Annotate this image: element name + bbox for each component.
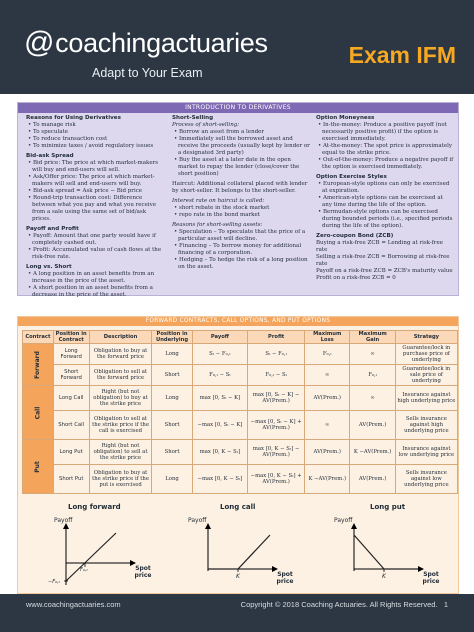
- table-cell: −max [0, Sₜ − K] + AV(Prem.): [248, 411, 305, 440]
- table-cell: ∞: [350, 344, 395, 365]
- list-item: • Bid-ask spread = Ask price − Bid price: [28, 188, 143, 194]
- table-cell: Right (but not obligation) to sell at the strike price: [89, 440, 152, 465]
- group-label: Put: [23, 440, 54, 494]
- table-cell: Insurance against high underlying price: [395, 386, 457, 411]
- payoff-heading: Payoff and Profit: [26, 226, 79, 232]
- col-header: Maximum Loss: [305, 331, 350, 344]
- reasons-short-label: Reasons for short-selling assets:: [172, 222, 263, 228]
- table-cell: Sₜ − F₀,ₜ: [192, 344, 248, 365]
- chart-title: Long call: [220, 503, 256, 511]
- table-cell: Long: [152, 465, 192, 494]
- table-cell: Short: [152, 411, 192, 440]
- process-label: Process of short-selling:: [172, 122, 240, 128]
- list-item: • To manage risk: [28, 122, 76, 128]
- table-cell: Right (but not obligation) to buy at the strike price: [89, 386, 152, 411]
- table-cell: F₀,ₜ: [350, 365, 395, 386]
- payoff-line: [66, 533, 116, 581]
- table-cell: Sₜ − F₀,ₜ: [248, 344, 305, 365]
- page-number: 1: [443, 600, 448, 609]
- spread-heading: Bid-ask Spread: [26, 153, 74, 159]
- table-cell: Insurance against low underlying price: [395, 440, 457, 465]
- list-item: • A short position in an asset benefits from a decrease in the price of the asset.: [28, 285, 153, 298]
- intro-col-2: [172, 115, 310, 271]
- table-cell: Short Call: [53, 411, 89, 440]
- long-forward-diagram: [46, 503, 176, 589]
- list-item: • Immediately sell the borrowed asset and receive the proceeds (usually kept by lender or a designated 3rd party): [174, 136, 310, 156]
- table-cell: Short Forward: [53, 365, 89, 386]
- reasons-heading: Reasons for Using Derivatives: [26, 115, 121, 121]
- list-item: • Bid price: The price at which market-makers will buy and end-users will sell.: [28, 160, 159, 173]
- list-item: • A long position in an asset benefits from an increase in the price of the asset.: [28, 271, 155, 284]
- exam-title: Exam IFM: [348, 42, 456, 68]
- list-item: • Financing – To borrow money for additional financing of a corporation.: [174, 243, 302, 256]
- table-cell: Short: [152, 365, 192, 386]
- payoff-line: [354, 535, 418, 569]
- footer-url[interactable]: www.coachingactuaries.com: [26, 600, 121, 609]
- x-label: Spot price: [134, 565, 152, 579]
- list-item: • Round-trip transaction cost: Difference between what you pay and what you receive from a sale using the same set of bid/ask prices.: [28, 195, 156, 222]
- moneyness-heading: Option Moneyness: [316, 115, 375, 121]
- list-item: • Hedging – To hedge the risk of a long position on the asset.: [174, 257, 308, 270]
- zcb-line: Profit on a risk-free ZCB = 0: [316, 275, 396, 281]
- page-header: [0, 0, 474, 94]
- list-item: • Profit: Accumulated value of cash flows at the risk-free rate.: [28, 247, 162, 260]
- table-cell: Long Put: [53, 440, 89, 465]
- y-label: Payoff: [54, 517, 73, 524]
- table-cell: AV(Prem.): [305, 386, 350, 411]
- list-item: • Speculation – To speculate that the price of a particular asset will decline.: [174, 229, 306, 242]
- long-short-heading: Long vs. Short: [26, 264, 72, 270]
- short-selling-heading: Short-Selling: [172, 115, 214, 121]
- strike-label: K: [382, 573, 386, 580]
- col-header: Strategy: [395, 331, 457, 344]
- chart-title: Long put: [370, 503, 406, 511]
- group-label: Forward: [23, 344, 54, 386]
- list-item: • American-style options can be exercised at any time during the life of the option.: [318, 195, 443, 208]
- group-label: Call: [23, 386, 54, 440]
- table-cell: Obligation to buy at the strike price if the put is exercised: [89, 465, 152, 494]
- long-put-chart: [314, 503, 454, 589]
- list-item: • At-the-money: The spot price is approximately equal to the strike price.: [318, 143, 452, 156]
- zcb-line: Selling a risk-free ZCB = Borrowing at risk-free rate: [316, 254, 450, 267]
- table-cell: F₀,ₜ − Sₜ: [192, 365, 248, 386]
- table-cell: Obligation to buy at the forward price: [89, 344, 152, 365]
- list-item: • European-style options can only be exercised at expiration.: [318, 181, 450, 194]
- x-label: Spot price: [276, 571, 294, 585]
- y-label: Payoff: [334, 517, 353, 524]
- footer-copyright: [241, 600, 448, 609]
- col-header: Position in Underlying: [152, 331, 192, 344]
- x-label: Spot price: [422, 571, 440, 585]
- table-cell: Obligation to sell at the forward price: [89, 365, 152, 386]
- table-cell: K −AV(Prem.): [350, 440, 395, 465]
- list-item: • To speculate: [28, 129, 69, 135]
- list-item: • Payoff: Amount that one party would have if completely cashed out.: [28, 233, 156, 246]
- contracts-title: FORWARD CONTRACTS, CALL OPTIONS, AND PUT OPTIONS: [18, 317, 458, 326]
- table-cell: AV(Prem.): [305, 440, 350, 465]
- list-item: • Ask/Offer price: The price at which market-makers will sell and end-users will buy.: [28, 174, 155, 187]
- table-row: [23, 411, 458, 440]
- page-footer: [0, 594, 474, 632]
- strike-label: K: [236, 573, 240, 580]
- intro-col-1: [26, 115, 164, 299]
- table-cell: Long: [152, 344, 192, 365]
- table-cell: F₀,ₜ: [305, 344, 350, 365]
- zcb-heading: Zero-coupon Bond (ZCB): [316, 233, 394, 239]
- table-cell: max [0, Sₜ − K] − AV(Prem.): [248, 386, 305, 411]
- list-item: • In-the-money: Produce a positive payoff (not necessarily positive profit) if the option is exercised immediately.: [318, 122, 447, 142]
- intro-title: INTRODUCTION TO DERIVATIVES: [18, 103, 458, 113]
- logo-text: coachingactuaries: [55, 28, 268, 58]
- table-cell: Short: [152, 440, 192, 465]
- neg-forward-label: −F₀,ₜ: [48, 579, 61, 585]
- contracts-table: [22, 330, 458, 494]
- chart-title: Long forward: [68, 503, 121, 511]
- table-cell: AV(Prem.): [350, 465, 395, 494]
- table-cell: Obligation to sell at the strike price if the call is exercised: [89, 411, 152, 440]
- table-cell: −max [0, K − Sₜ]: [192, 465, 248, 494]
- styles-heading: Option Exercise Styles: [316, 174, 387, 180]
- logo: [24, 26, 268, 60]
- copyright-text: Copyright © 2018 Coaching Actuaries. All Rights Reserved.: [240, 600, 438, 609]
- haircut-text: Haircut: Additional collateral placed with lender by short-seller. It belongs to the short-seller.: [172, 181, 308, 194]
- long-call-chart: [178, 503, 308, 589]
- table-cell: Long: [152, 386, 192, 411]
- col-header: Description: [89, 331, 152, 344]
- table-cell: ∞: [305, 411, 350, 440]
- list-item: • To minimize taxes / avoid regulatory issues: [28, 143, 154, 149]
- zcb-line: Payoff on a risk-free ZCB = ZCB's maturity value: [316, 268, 453, 274]
- intro-panel: [17, 102, 459, 296]
- zcb-line: Buying a risk-free ZCB = Lending at risk-free rate: [316, 240, 443, 253]
- y-label: Payoff: [188, 517, 207, 524]
- table-header-row: [23, 331, 458, 344]
- table-cell: Long Call: [53, 386, 89, 411]
- list-item: • To reduce transaction cost: [28, 136, 108, 142]
- list-item: • Borrow an asset from a lender: [174, 129, 265, 135]
- tagline: Adapt to Your Exam: [92, 66, 203, 80]
- list-item: • repo rate in the bond market: [174, 212, 260, 218]
- list-item: • Bermudan-style options can be exercised during bounded periods (i.e., specified periods during the life of the option).: [318, 209, 453, 229]
- long-forward-chart: [46, 503, 176, 589]
- table-cell: max [0, K − Sₜ]: [192, 440, 248, 465]
- table-cell: Sells insurance against low underlying price: [395, 465, 457, 494]
- col-header: Payoff: [192, 331, 248, 344]
- table-row: [23, 465, 458, 494]
- table-cell: max [0, K − Sₜ] − AV(Prem.): [248, 440, 305, 465]
- col-header: Profit: [248, 331, 305, 344]
- intro-col-3: [316, 115, 454, 282]
- logo-at-icon: @: [24, 26, 55, 59]
- table-cell: −max [0, K − Sₜ] + AV(Prem.): [248, 465, 305, 494]
- table-row: [23, 344, 458, 365]
- table-cell: Guarantee/lock in purchase price of underlying: [395, 344, 457, 365]
- col-header: Contract: [23, 331, 54, 344]
- table-cell: max [0, Sₜ − K]: [192, 386, 248, 411]
- contracts-panel: [17, 316, 459, 594]
- table-cell: Long Forward: [53, 344, 89, 365]
- table-cell: ∞: [305, 365, 350, 386]
- list-item: • Buy the asset at a later date in the open market to repay the lender (close/cover the short position): [174, 157, 300, 177]
- col-header: Maximum Gain: [350, 331, 395, 344]
- table-cell: Short Put: [53, 465, 89, 494]
- table-cell: −max [0, Sₜ − K]: [192, 411, 248, 440]
- forward-price-label: F₀,ₜ: [80, 567, 88, 573]
- table-cell: ∞: [350, 386, 395, 411]
- table-cell: AV(Prem.): [350, 411, 395, 440]
- col-header: Position in Contract: [53, 331, 89, 344]
- table-cell: F₀,ₜ − Sₜ: [248, 365, 305, 386]
- table-cell: Sells insurance against high underlying price: [395, 411, 457, 440]
- table-row: [23, 365, 458, 386]
- interest-label: Interest rate on haircut is called:: [172, 198, 265, 204]
- payoff-line: [208, 535, 270, 569]
- list-item: • Out-of-the-money: Produce a negative payoff if the option is exercised immediately.: [318, 157, 454, 170]
- table-row: [23, 440, 458, 465]
- table-cell: K −AV(Prem.): [305, 465, 350, 494]
- table-row: [23, 386, 458, 411]
- list-item: • short rebate in the stock market: [174, 205, 270, 211]
- table-cell: Guarantee/lock in sale price of underlying: [395, 365, 457, 386]
